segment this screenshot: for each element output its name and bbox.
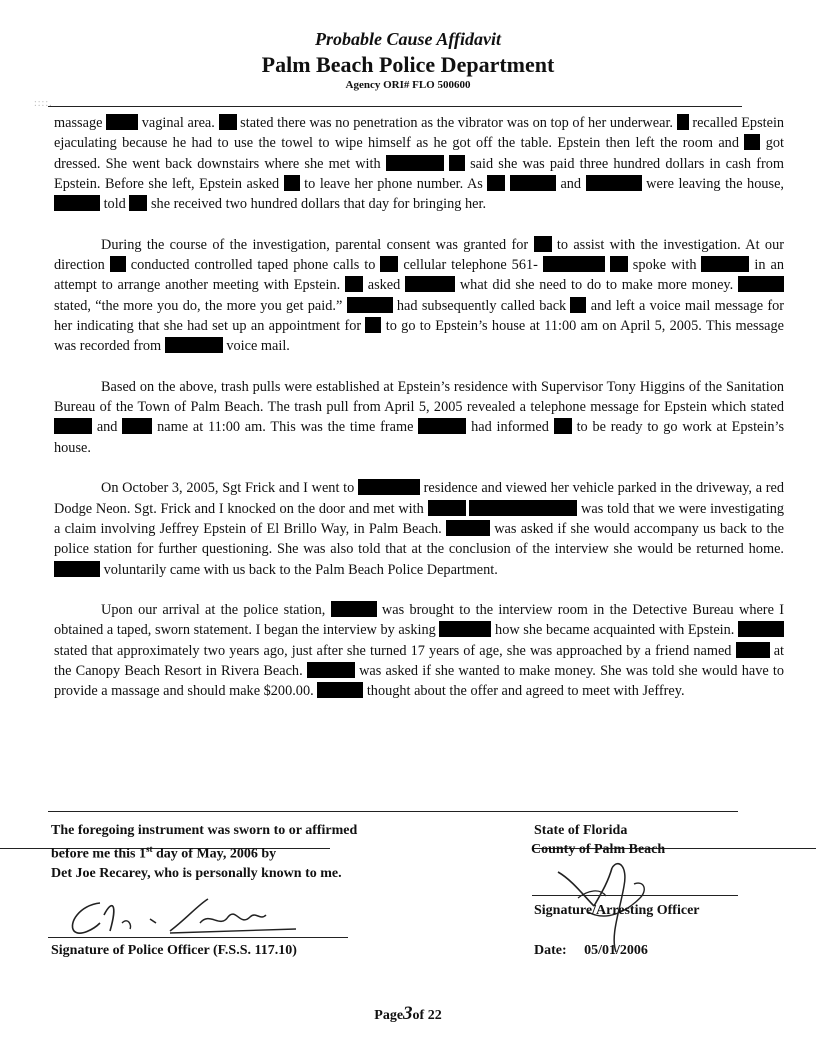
text-span: at the Canopy Beach Resort in Rivera Beach. [54,642,785,680]
text-span: were leaving the house, [646,175,784,192]
text-span: was told that we were investigating a claim involving Jeffrey Epstein of El Brillo Way, in Palm Beach. [54,500,784,537]
redaction-block [701,256,749,272]
text-span: was brought to the interview room in the Detective Bureau where I obtained a taped, sworn statement. I began the interview by asking [54,602,784,639]
ordinal-suffix: st [146,844,153,854]
header-rule [48,106,742,107]
text-span: Based on the above, trash pulls were established at Epstein’s residence with Supervisor Tony Higgins of the Sanitation Bureau of the Town of Palm Beach. The trash pull from April 5, 2005 revealed a telephone message for Epstein which stated [54,378,784,416]
text-span: to go to Epstein’s house at 11:00 am on April 5, 2005. This message was recorded from [54,317,784,355]
redaction-block [358,479,420,495]
date-label: Date: [534,943,567,958]
redaction-block [307,662,355,678]
date-value: 05/01/2006 [584,943,648,958]
sworn-line-2-pre: before me this 1 [51,846,146,862]
text-span: voluntarily came with us back to the Palm Beach Police Department. [103,561,498,578]
text-span: conducted controlled taped phone calls to [130,257,376,274]
text-span: residence and viewed her vehicle parked in the driveway, a red Dodge Neon. Sgt. Frick and I knocked on the door and met with [54,480,784,517]
redaction-block [534,236,552,252]
redaction-block [317,682,363,698]
redaction-block [54,195,100,211]
redaction-block [677,114,689,130]
text-span: massage [54,115,103,131]
text-span: name at 11:00 am. This was the time frame [157,419,414,436]
text-span: told [103,196,126,213]
redaction-block [347,297,393,313]
text-span: how she became acquainted with Epstein. [495,622,735,639]
redaction-block [345,276,363,292]
date-row [534,941,648,960]
paragraph-5 [54,600,784,701]
sworn-statement [51,821,431,883]
document-title: Probable Cause Affidavit [315,29,501,49]
sworn-line-3: Det Joe Recarey, who is personally known to me. [51,865,342,881]
text-span: and [560,175,582,192]
arresting-officer-label: Signature/Arresting Officer [534,903,700,918]
page-current: 3 [403,1003,413,1024]
text-span: stated there was no penetration as the vibrator was on top of her underwear. [240,115,673,131]
redaction-block [365,317,381,333]
affidavit-body [54,113,784,722]
redaction-block [331,601,377,617]
text-span: was asked if she wanted to make money. She was told she would have to provide a massage and should make $200.00. [54,663,785,700]
redaction-block [165,337,223,353]
redaction-block [405,276,455,292]
text-span: had informed [471,419,549,436]
text-span: to assist with the investigation. At our direction [54,236,784,274]
text-span: recalled Epstein ejaculating because he had to use the towel to wipe himself as he got off the table. Epstein then left the room and [54,115,785,152]
paragraph-1 [54,113,784,214]
footer-rule [48,811,738,812]
redaction-block [418,418,466,434]
redaction-block [219,114,237,130]
redaction-block [487,175,505,191]
text-span: and [96,419,118,436]
redaction-block [744,134,760,150]
redaction-block [380,256,398,272]
redaction-block [469,500,577,516]
text-span: in an attempt to arrange another meeting with Epstein. [54,257,784,294]
redaction-block [110,256,126,272]
text-span: voice mail. [226,338,290,355]
text-span: said she was paid three hundred dollars in cash from Epstein. Before she left, Epstein asked [54,155,785,192]
redaction-block [106,114,138,130]
text-span: On October 3, 2005, Sgt Frick and I went to [101,480,355,497]
text-span: to leave her phone number. As [304,175,483,192]
redaction-block [446,520,490,536]
text-span: got dressed. She went back downstairs where she met with [54,135,785,172]
text-span: spoke with [632,257,697,274]
redaction-block [738,276,784,292]
agency-ori: Agency ORI# FLO 500600 [345,79,471,91]
redaction-block [610,256,628,272]
page-number [0,1003,816,1025]
signature-line-right [532,895,738,896]
redaction-block [736,642,770,658]
text-span: cellular telephone 561- [403,257,538,274]
text-span: was asked if she would accompany us back to the police station for further questioning. She was also told that at the conclusion of the interview she would be returned home. [54,520,784,558]
text-span: thought about the offer and agreed to meet with Jeffrey. [366,683,685,700]
text-span: had subsequently called back [396,297,567,314]
text-span: During the course of the investigation, parental consent was granted for [101,236,529,253]
redaction-block [122,418,152,434]
text-span: stated that approximately two years ago, just after she turned 17 years of age, she was approached by a friend named [54,642,732,659]
redaction-block [428,500,466,516]
paragraph-3 [54,377,784,458]
text-span: Upon our arrival at the police station, [101,602,326,619]
redaction-block [439,621,491,637]
text-span: to be ready to go work at Epstein’s house. [54,419,785,456]
redaction-block [510,175,556,191]
text-span: and left a voice mail message for her indicating that she had set up an appointment for [54,297,785,334]
notary-signature [60,893,300,943]
text-span: what did she need to do to make more money. [459,277,734,294]
page-prefix: Page [374,1008,404,1023]
redaction-block [586,175,642,191]
sworn-line-2-post: day of May, 2006 by [152,846,277,862]
paragraph-4 [54,478,784,579]
redaction-block [543,256,605,272]
redaction-block [554,418,572,434]
county-label: County of Palm Beach [531,842,666,857]
police-officer-signature-label: Signature of Police Officer (F.S.S. 117.10) [51,943,297,958]
text-span: stated, “the more you do, the more you get paid.” [54,297,343,314]
redaction-block [449,155,465,171]
state-label: State of Florida [534,823,628,838]
text-span: asked [367,277,401,294]
signature-line-left [48,937,348,938]
redaction-block [129,195,147,211]
sworn-line-1: The foregoing instrument was sworn to or affirmed [51,823,358,838]
sworn-line-2 [51,840,431,864]
redaction-block [738,621,784,637]
text-span: she received two hundred dollars that day for bringing her. [150,196,487,213]
paragraph-2 [54,235,784,357]
redaction-block [54,418,92,434]
redaction-block [386,155,444,171]
department-name: Palm Beach Police Department [261,52,555,77]
redaction-block [54,561,100,577]
page-suffix: of 22 [412,1008,442,1023]
text-span: vaginal area. [141,115,215,131]
redaction-block [570,297,586,313]
scan-speckle: ::::. [34,98,53,109]
redaction-block [284,175,300,191]
